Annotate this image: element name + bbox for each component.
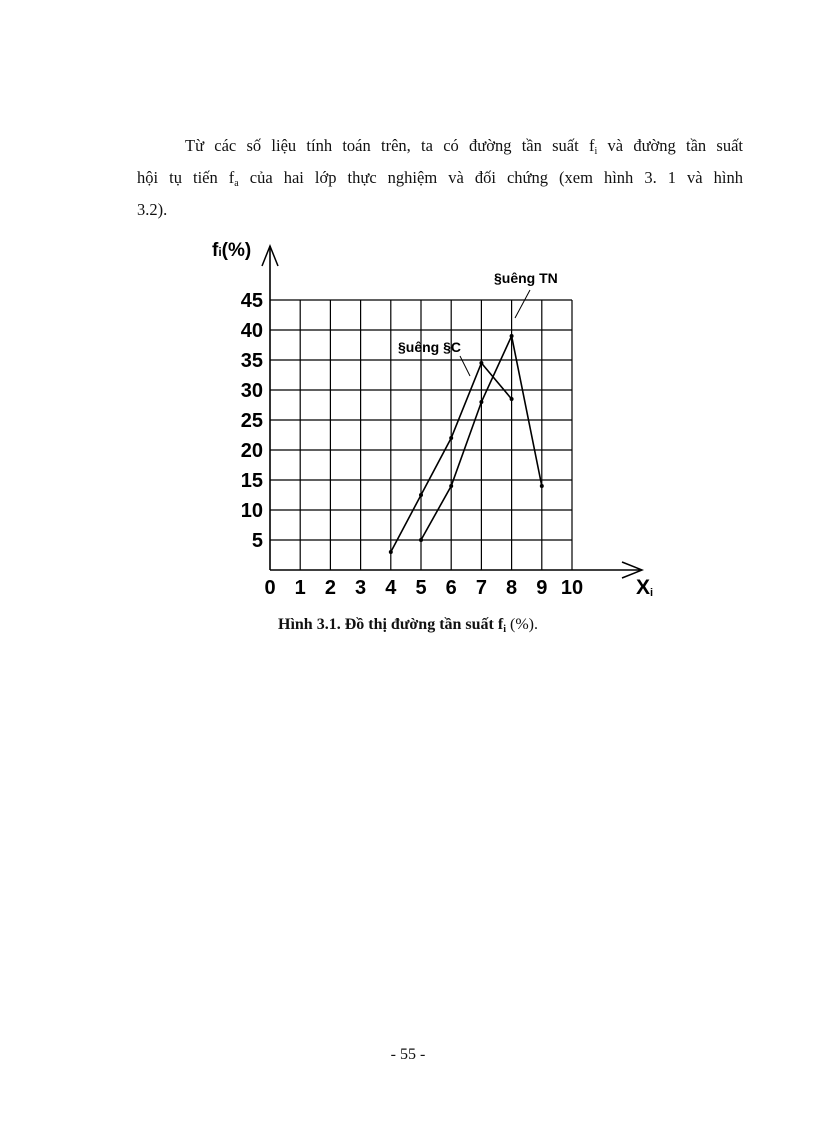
paragraph-line-1: Từ các số liệu tính toán trên, ta có đường tần suất $f_i$ và đường tần suất (185, 136, 744, 157)
chart-tick-labels (241, 290, 583, 599)
chart-axes (262, 246, 642, 578)
x-tick-label: 8 (506, 577, 518, 599)
y-tick-label: 45 (240, 290, 263, 312)
chart-series (389, 334, 544, 554)
x-tick-label: 2 (324, 577, 336, 599)
y-tick-label: 25 (240, 410, 263, 432)
series-point-2 (449, 484, 453, 488)
leader-line-tn (515, 290, 530, 318)
figure-caption: Hình 3.1. Đồ thị đường tần suất $f_i$ (%). (278, 616, 538, 635)
x-axis-label: Xi (636, 576, 654, 599)
y-tick-label: 10 (240, 500, 263, 522)
x-tick-label: 7 (475, 577, 487, 599)
x-tick-label: 10 (560, 577, 584, 599)
y-tick-label: 20 (240, 440, 263, 462)
x-tick-label: 3 (355, 577, 367, 599)
leader-line-dc (460, 356, 470, 376)
series-point-1 (449, 436, 453, 440)
series-point-2 (479, 400, 483, 404)
series-label-tn: §uêng TN (494, 270, 558, 286)
y-tick-label: 40 (240, 320, 263, 342)
series-point-1 (479, 361, 483, 365)
y-axis-label: fi(%) (212, 240, 252, 261)
x-tick-label: 6 (445, 577, 457, 599)
x-tick-label: 0 (264, 577, 276, 599)
series-point-2 (419, 538, 423, 542)
x-tick-label: 1 (294, 577, 306, 599)
x-tick-label: 4 (385, 577, 397, 599)
page-number: - 55 - (390, 1046, 426, 1063)
y-tick-label: 35 (240, 350, 263, 372)
paragraph-line-2: hội tụ tiến $f_a$ của hai lớp thực nghiệm và đối chứng (xem hình 3. 1 và hình (137, 168, 744, 189)
series-label-dc: §uêng §C (398, 339, 462, 355)
series-point-1 (419, 493, 423, 497)
x-tick-label: 5 (415, 577, 427, 599)
x-tick-label: 9 (536, 577, 548, 599)
series-point-1 (510, 397, 514, 401)
series-point-2 (540, 484, 544, 488)
y-tick-label: 30 (240, 380, 263, 402)
paragraph-line-3: 3.2). (137, 200, 168, 219)
series-point-1 (389, 550, 393, 554)
y-tick-label: 15 (240, 470, 263, 492)
series-point-2 (510, 334, 514, 338)
y-tick-label: 5 (251, 530, 263, 552)
